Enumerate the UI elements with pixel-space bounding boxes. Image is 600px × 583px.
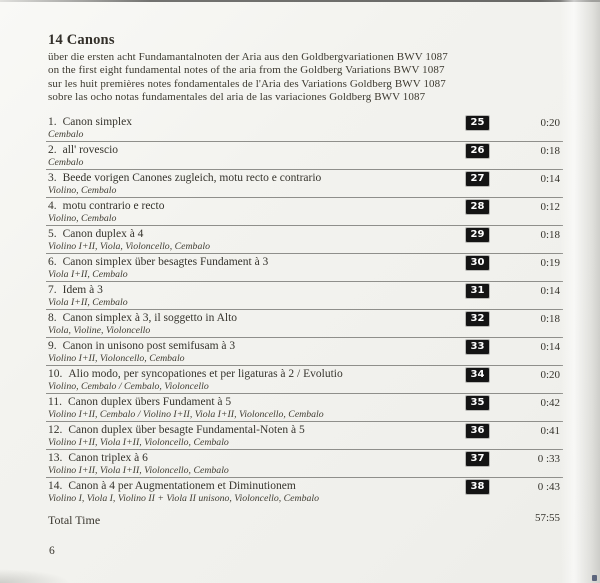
track-title-text: Canon duplex übers Fundament à 5 <box>67 395 232 408</box>
track-title-text: Canon simplex à 3, il soggetto in Alto <box>62 311 238 324</box>
track-index: 5. <box>48 227 57 240</box>
track-duration: 0:18 <box>540 144 560 157</box>
track-title-text: Beede vorigen Canones zugleich, motu recto e contrario <box>62 171 322 184</box>
page-number: 6 <box>49 545 55 557</box>
track-number-badge: 33 <box>466 340 489 354</box>
track-index: 13. <box>48 451 63 464</box>
description-line-es: sobre las ocho notas fundamentales del aria de las variaciones Goldberg BWV 1087 <box>48 91 426 104</box>
track-index: 14. <box>48 479 63 492</box>
track-number-badge: 35 <box>466 396 489 410</box>
track-title-text: Canon à 4 per Augmentationem et Diminutionem <box>68 479 296 492</box>
track-index: 9. <box>48 339 57 352</box>
track-row <box>46 450 563 478</box>
track-title-text: Canon simplex über besagtes Fundament à 3 <box>62 255 269 268</box>
track-number-badge: 29 <box>466 228 489 242</box>
track-instruments: Violino I+II, Violoncello, Cembalo <box>48 352 185 364</box>
track-row <box>46 198 563 226</box>
track-title-text: Canon triplex à 6 <box>68 451 148 464</box>
track-row <box>46 366 563 394</box>
track-row <box>46 226 563 254</box>
track-duration: 0:12 <box>540 200 560 213</box>
track-title-text: Alio modo, per syncopationes et per ligaturas à 2 / Evolutio <box>68 367 343 380</box>
track-duration: 0:14 <box>540 340 560 353</box>
track-instruments: Viola, Violine, Violoncello <box>48 324 151 336</box>
track-index: 11. <box>48 395 62 408</box>
total-time-row <box>46 511 563 527</box>
track-row <box>46 478 563 505</box>
page-content <box>46 32 563 527</box>
track-duration: 0:18 <box>540 312 560 325</box>
track-duration: 0 :43 <box>537 480 560 493</box>
scan-edge-top <box>0 0 600 2</box>
track-row <box>46 282 563 310</box>
track-title-text: Canon simplex <box>62 115 132 128</box>
total-time-value: 57:55 <box>534 511 560 524</box>
track-title-text: motu contrario e recto <box>62 199 165 212</box>
track-duration: 0:18 <box>540 228 560 241</box>
scan-corner-mark <box>592 575 597 581</box>
track-row <box>46 338 563 366</box>
track-index: 1. <box>48 115 57 128</box>
track-number-badge: 25 <box>466 116 489 130</box>
track-title-text: all' rovescio <box>62 143 119 156</box>
track-instruments: Cembalo <box>48 128 84 140</box>
track-instruments: Viola I+II, Cembalo <box>48 268 128 280</box>
track-row <box>46 142 563 170</box>
page-title: 14 Canons <box>48 32 115 48</box>
track-duration: 0:20 <box>540 368 560 381</box>
scan-edge-right <box>560 0 600 583</box>
track-index: 4. <box>48 199 57 212</box>
track-list <box>46 114 563 505</box>
track-title-text: Canon in unisono post semifusam à 3 <box>62 339 236 352</box>
track-duration: 0:19 <box>540 256 560 269</box>
track-row <box>46 114 563 142</box>
track-duration: 0:14 <box>540 284 560 297</box>
track-instruments: Violino, Cembalo <box>48 212 117 224</box>
track-index: 2. <box>48 143 57 156</box>
track-index: 10. <box>48 367 63 380</box>
track-index: 6. <box>48 255 57 268</box>
track-title-text: Idem à 3 <box>62 283 103 296</box>
track-number-badge: 36 <box>466 424 489 438</box>
track-number-badge: 38 <box>466 480 489 494</box>
scan-edge-bottom <box>0 569 70 583</box>
track-number-badge: 31 <box>466 284 489 298</box>
track-row <box>46 310 563 338</box>
total-time-label: Total Time <box>48 512 101 527</box>
description-line-fr: sur les huit premières notes fondamentales de l'Aria des Variations Goldberg BWV 1087 <box>48 77 446 90</box>
track-number-badge: 34 <box>466 368 489 382</box>
track-title-text: Canon duplex à 4 <box>62 227 144 240</box>
track-duration: 0:41 <box>540 424 560 437</box>
track-number-badge: 28 <box>466 200 489 214</box>
track-index: 3. <box>48 171 57 184</box>
track-instruments: Cembalo <box>48 156 84 168</box>
track-instruments: Violino I+II, Cembalo / Violino I+II, Viola I+II, Violoncello, Cembalo <box>48 408 324 420</box>
track-row <box>46 170 563 198</box>
track-instruments: Violino, Cembalo / Cembalo, Violoncello <box>48 380 209 392</box>
description-line-de: über die ersten acht Fundamantalnoten der Aria aus den Goldbergvariationen BWV 1087 <box>48 51 448 63</box>
track-instruments: Violino, Cembalo <box>48 184 117 196</box>
description-line-en: on the first eight fundamental notes of the aria from the Goldberg Variations BWV 1087 <box>48 64 445 77</box>
track-number-badge: 27 <box>466 172 489 186</box>
track-title-text: Canon duplex über besagte Fundamental-Noten à 5 <box>68 423 305 436</box>
track-row <box>46 422 563 450</box>
track-number-badge: 30 <box>466 256 489 270</box>
track-index: 12. <box>48 423 63 436</box>
track-instruments: Violino I+II, Viola I+II, Violoncello, Cembalo <box>48 436 229 448</box>
track-number-badge: 37 <box>466 452 489 466</box>
track-instruments: Violino I, Viola I, Violino II + Viola II unisono, Violoncello, Cembalo <box>48 492 319 504</box>
track-instruments: Violino I+II, Viola, Violoncello, Cembalo <box>48 240 210 252</box>
track-index: 7. <box>48 283 57 296</box>
track-instruments: Violino I+II, Viola I+II, Violoncello, Cembalo <box>48 464 229 476</box>
track-row <box>46 254 563 282</box>
track-duration: 0:42 <box>540 396 560 409</box>
track-number-badge: 32 <box>466 312 489 326</box>
track-instruments: Viola I+II, Cembalo <box>48 296 128 308</box>
track-row <box>46 394 563 422</box>
track-duration: 0:14 <box>540 172 560 185</box>
track-index: 8. <box>48 311 57 324</box>
track-number-badge: 26 <box>466 144 489 158</box>
track-duration: 0 :33 <box>537 452 560 465</box>
track-duration: 0:20 <box>540 116 560 129</box>
